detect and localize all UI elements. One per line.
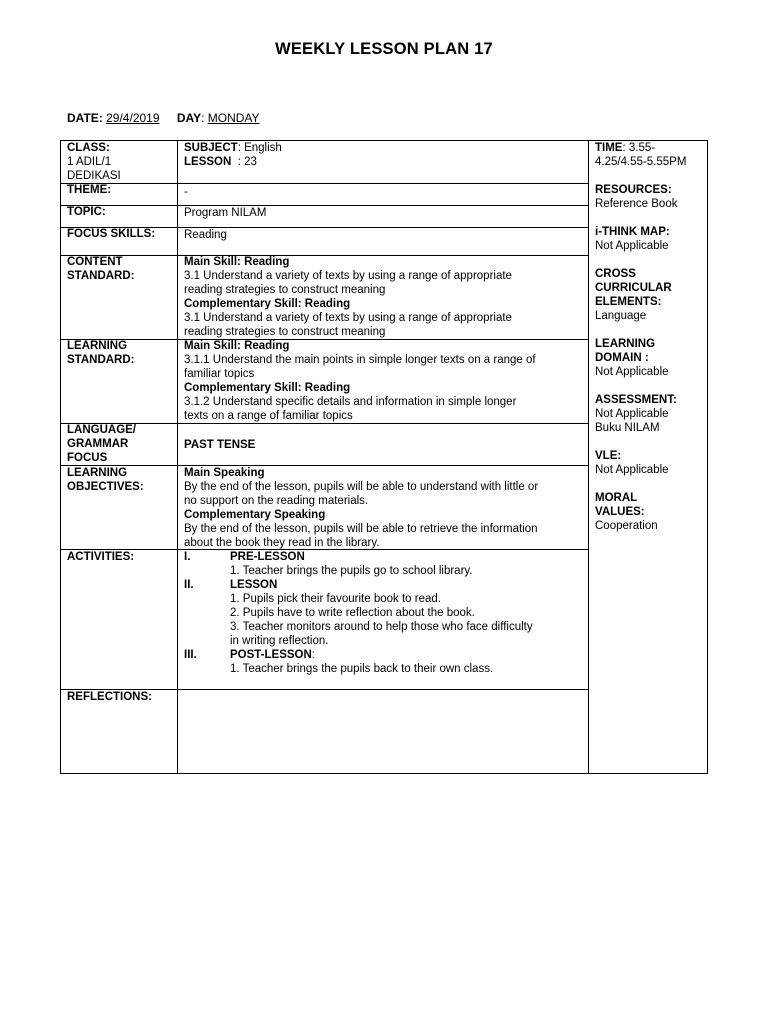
lesson-number: II. [184, 579, 194, 591]
focus-skills-label-cell [61, 227, 177, 241]
assessment-label: ASSESSMENT: [595, 394, 677, 406]
lesson-title: LESSON [230, 579, 278, 591]
class-cell [61, 141, 177, 183]
activity-item: 1. Teacher brings the pupils back to their own class. [230, 663, 494, 675]
content-main-heading: Main Skill: Reading [184, 256, 290, 268]
topic-value: Program NILAM [184, 207, 267, 219]
class-value: 1 ADIL/1 [67, 156, 112, 168]
grammar-label-cell [61, 423, 177, 465]
topic-label: TOPIC: [67, 206, 106, 218]
content-standard-label: STANDARD: [67, 270, 135, 282]
topic-label-cell [61, 205, 177, 219]
learning-domain-label: DOMAIN : [595, 352, 649, 364]
ithink-map-value: Not Applicable [595, 240, 669, 252]
cross-curricular-label: CROSS [595, 268, 636, 280]
time-value: 4.25/4.55-5.55PM [595, 156, 687, 168]
reflections-label: REFLECTIONS: [67, 691, 152, 703]
lesson-plan-table [60, 140, 708, 774]
content-comp-text: reading strategies to construct meaning [184, 326, 386, 338]
subject-value: English [244, 142, 282, 154]
post-lesson-colon: : [311, 649, 315, 661]
cross-curricular-label: ELEMENTS: [595, 296, 662, 308]
focus-skills-label: FOCUS SKILLS: [67, 228, 156, 240]
vle-value: Not Applicable [595, 464, 669, 476]
learning-main-heading: Main Skill: Reading [184, 340, 290, 352]
day-value: MONDAY [207, 111, 260, 125]
ithink-map-label: i-THINK MAP: [595, 226, 670, 238]
learning-standard-value-cell [178, 339, 588, 423]
activity-item: in writing reflection. [230, 635, 329, 647]
page-title: WEEKLY LESSON PLAN 17 [275, 40, 493, 58]
learning-standard-label: LEARNING [67, 340, 128, 352]
resources-label: RESOURCES: [595, 184, 672, 196]
objectives-label-cell [61, 466, 177, 494]
moral-values-value: Cooperation [595, 520, 658, 532]
content-main-text: 3.1 Understand a variety of texts by using a range of appropriate [184, 270, 512, 282]
theme-value-cell [178, 185, 588, 199]
resources-value: Reference Book [595, 198, 678, 210]
activities-label-cell [61, 550, 177, 564]
date-day-line: DATE: 29/4/2019 DAY: MONDAY [67, 111, 260, 125]
post-lesson-title: POST-LESSON [230, 649, 312, 661]
activity-item: 1. Teacher brings the pupils go to school library. [230, 565, 473, 577]
objectives-comp-text: about the book they read in the library. [184, 537, 380, 549]
objectives-main-text: no support on the reading materials. [184, 495, 369, 507]
learning-comp-text: texts on a range of familiar topics [184, 410, 353, 422]
pre-lesson-title: PRE-LESSON [230, 551, 305, 563]
objectives-label: OBJECTIVES: [67, 481, 144, 493]
assessment-value: Not Applicable [595, 408, 669, 420]
learning-main-text: 3.1.1 Understand the main points in simple longer texts on a range of [184, 354, 536, 366]
grammar-value-cell [178, 438, 588, 452]
theme-value: - [184, 186, 188, 198]
objectives-main-text: By the end of the lesson, pupils will be able to understand with little or [184, 481, 539, 493]
content-main-text: reading strategies to construct meaning [184, 284, 386, 296]
objectives-label: LEARNING [67, 467, 128, 479]
objectives-comp-text: By the end of the lesson, pupils will be able to retrieve the information [184, 523, 538, 535]
time-value: : 3.55- [622, 142, 656, 154]
content-comp-text: 3.1 Understand a variety of texts by using a range of appropriate [184, 312, 512, 324]
content-comp-heading: Complementary Skill: Reading [184, 298, 351, 310]
side-info-column [589, 141, 707, 547]
grammar-value: PAST TENSE [184, 439, 256, 451]
learning-main-text: familiar topics [184, 368, 255, 380]
learning-standard-label: STANDARD: [67, 354, 135, 366]
cross-curricular-label: CURRICULAR [595, 282, 672, 294]
class-label: CLASS: [67, 142, 110, 154]
theme-label: THEME: [67, 184, 112, 196]
post-lesson-number: III. [184, 649, 197, 661]
class-value: DEDIKASI [67, 170, 121, 182]
cross-curricular-value: Language [595, 310, 647, 322]
day-label: DAY [176, 111, 202, 125]
moral-values-label: MORAL [595, 492, 638, 504]
subject-label: SUBJECT [184, 142, 238, 154]
activity-item: 3. Teacher monitors around to help those who face difficulty [230, 621, 533, 633]
grammar-label: GRAMMAR [67, 438, 129, 450]
grammar-label: LANGUAGE/ [67, 424, 136, 436]
activity-item: 2. Pupils have to write reflection about the book. [230, 607, 475, 619]
focus-skills-value-cell [178, 228, 588, 242]
topic-value-cell [178, 206, 588, 220]
focus-skills-value: Reading [184, 229, 227, 241]
learning-comp-text: 3.1.2 Understand specific details and information in simple longer [184, 396, 517, 408]
objectives-value-cell [178, 466, 588, 550]
learning-domain-value: Not Applicable [595, 366, 669, 378]
date-value: 29/4/2019 [106, 111, 160, 125]
activity-item: 1. Pupils pick their favourite book to read. [230, 593, 441, 605]
activities-value-cell [178, 550, 588, 676]
subject-cell: SUBJECT: English LESSON : 23 [184, 142, 282, 168]
date-label: DATE: [67, 111, 103, 125]
learning-comp-heading: Complementary Skill: Reading [184, 382, 351, 394]
time-label: TIME [595, 142, 623, 154]
content-standard-value-cell [178, 255, 588, 339]
activities-label: ACTIVITIES: [67, 551, 135, 563]
theme-label-cell [61, 183, 177, 197]
objectives-comp-heading: Complementary Speaking [184, 509, 326, 521]
learning-standard-label-cell [61, 339, 177, 367]
moral-values-label: VALUES: [595, 506, 645, 518]
content-standard-label-cell [61, 255, 177, 283]
content-standard-label: CONTENT [67, 256, 123, 268]
lesson-label: LESSON [184, 156, 232, 168]
objectives-main-heading: Main Speaking [184, 467, 265, 479]
reflections-label-cell [61, 690, 177, 704]
vle-label: VLE: [595, 450, 622, 462]
learning-domain-label: LEARNING [595, 338, 656, 350]
assessment-value: Buku NILAM [595, 422, 660, 434]
pre-lesson-number: I. [184, 551, 191, 563]
grammar-label: FOCUS [67, 452, 108, 464]
lesson-value: : 23 [237, 156, 257, 168]
